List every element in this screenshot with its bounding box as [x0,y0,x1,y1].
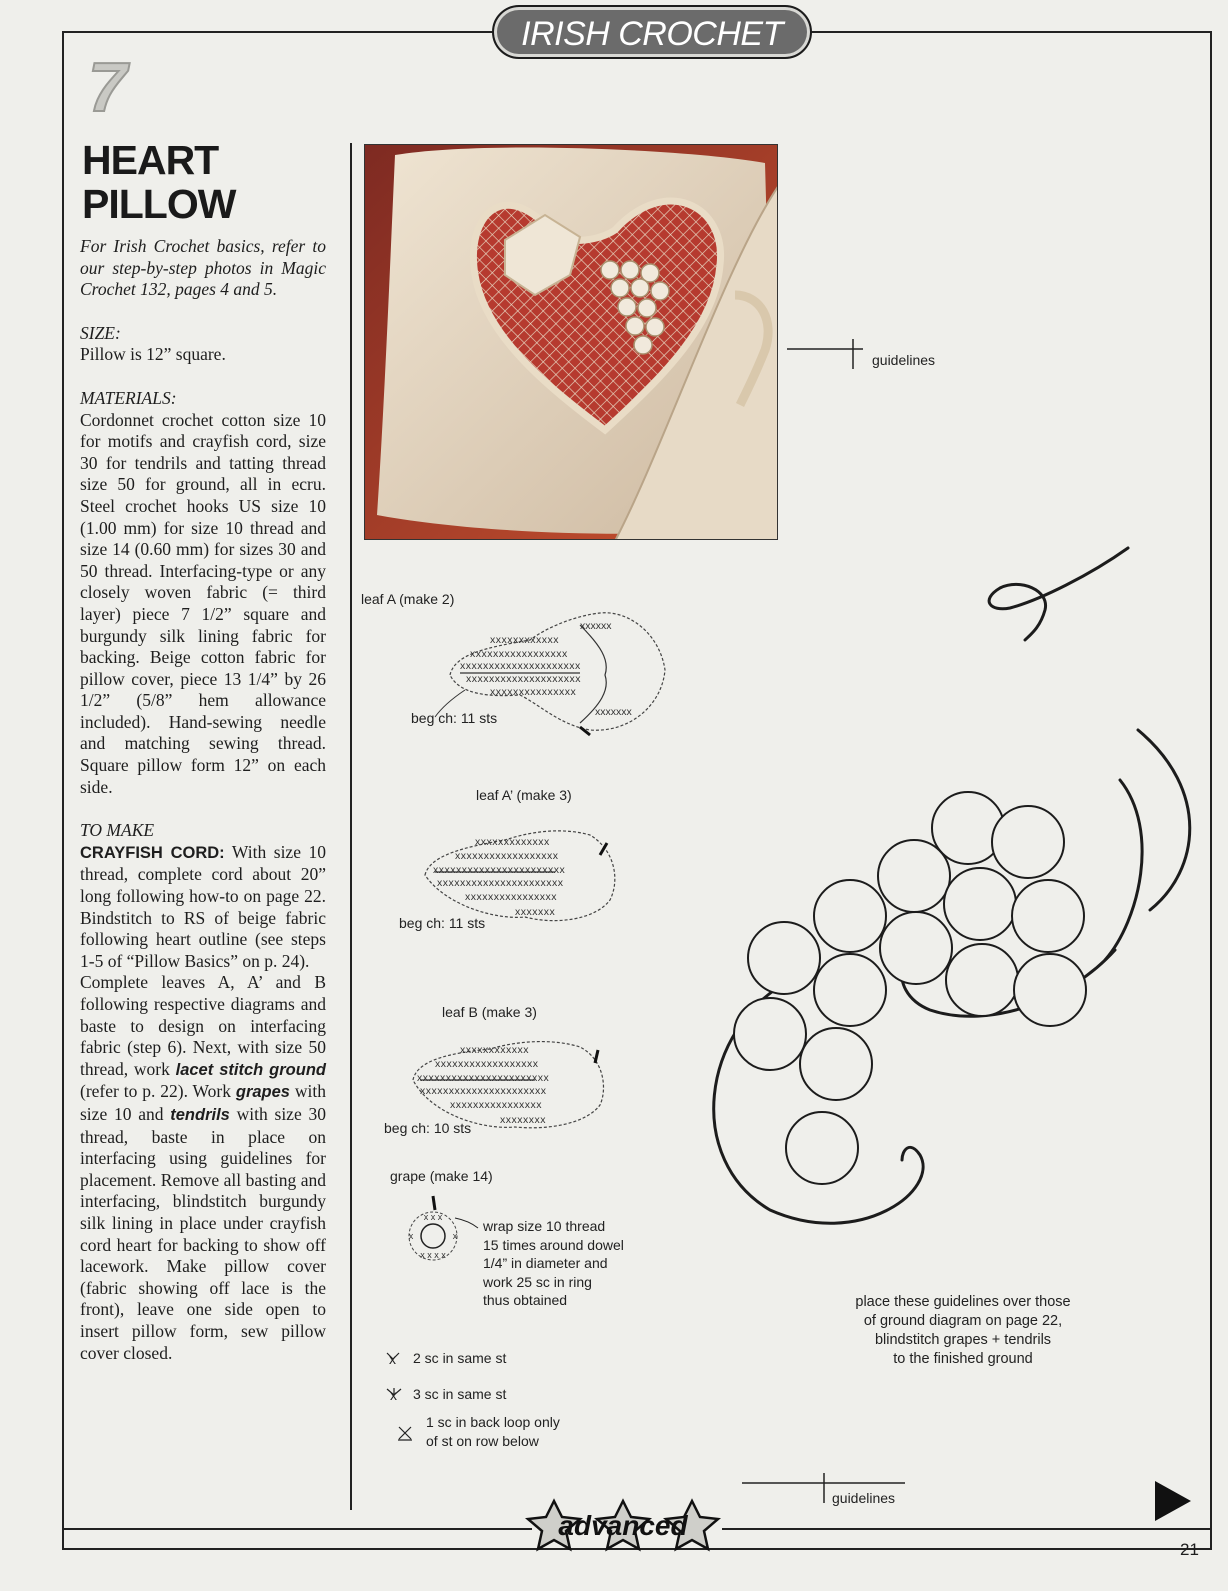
svg-text:xxxxxxxx: xxxxxxxx [500,1114,546,1126]
grape-circle-13 [800,1028,872,1100]
tendril-right-arc [1138,730,1190,910]
grape-circle-9 [814,954,886,1026]
svg-text:xxxxxxxxxxxxxxxxxxxxxx: xxxxxxxxxxxxxxxxxxxxxx [437,877,564,889]
svg-text:xxxxxxxxxxxxxxxx: xxxxxxxxxxxxxxxx [465,891,557,903]
svg-text:x: x [390,1387,397,1403]
svg-text:xxxxxxxxxxxx: xxxxxxxxxxxx [490,634,559,646]
tendrils-term: tendrils [170,1105,230,1124]
placement-note [846,1293,1080,1369]
grape-line-5: thus obtained [483,1292,568,1308]
next-page-arrow-icon[interactable] [1155,1481,1191,1521]
instructions-column [80,236,326,1364]
svg-text:xxxxxxxxxxxxxxxxxx: xxxxxxxxxxxxxxxxxx [455,850,559,862]
pattern-number: 7 [88,48,127,126]
legend-back-loop [426,1413,560,1450]
grape-diagram [393,1192,485,1277]
grape-title: grape (make 14) [390,1168,493,1184]
grape-circle-12 [734,998,806,1070]
grape-circle-7 [880,912,952,984]
page-number: 21 [1180,1540,1199,1559]
pattern-title [82,138,235,226]
grape-circle-10 [748,922,820,994]
svg-text:xxxxxxxxxxxxxxxxxx: xxxxxxxxxxxxxxxxxx [435,1058,539,1070]
svg-text:xxxxxxxxxxxx: xxxxxxxxxxxx [460,1044,529,1056]
assembly-text-2: (refer to p. 22). Work [80,1081,236,1102]
title-line-2: PILLOW [82,181,236,227]
guidelines-label-bottom: guidelines [832,1490,896,1506]
grape-circle-5 [1012,880,1084,952]
grape-circle-14 [786,1112,858,1184]
placement-line-2: of ground diagram on page 22, [863,1313,1063,1329]
svg-text:xxxxxxx: xxxxxxx [515,906,556,918]
size-heading: SIZE: [80,322,121,343]
assembly-text-3: with size 10 and [80,1081,326,1124]
leaf-a-prime-beg: beg ch: 11 sts [399,915,486,931]
legend-2sc: 2 sc in same st [413,1350,507,1366]
grape-circle-6 [814,880,886,952]
lacet-term: lacet stitch ground [175,1060,326,1079]
leaf-b-beg: beg ch: 10 sts [384,1120,472,1136]
svg-text:xxxxxx: xxxxxx [580,620,612,632]
svg-text:x: x [389,1351,396,1367]
placement-diagram [690,540,1210,1240]
grape-circle-3 [878,840,950,912]
svg-text:x x x x: x x x x [420,1250,446,1260]
assembly-paragraph [80,972,326,1364]
guidelines-mark-top [785,336,865,372]
section-header: IRISH CROCHET [492,5,812,59]
leaf-a-title: leaf A (make 2) [361,591,455,607]
svg-text:xxxxxxxxxxxxx: xxxxxxxxxxxxx [475,836,550,848]
badge-text: advanced [558,1510,688,1541]
placement-line-1: place these guidelines over those [855,1294,1071,1310]
assembly-text-1: Complete leaves A, A’ and B following respective diagrams and baste to design on interfacing fabric (step 6). Next, with size 50 thread, work [80,972,326,1079]
grape-circle-11 [1014,954,1086,1026]
leaf-a-beg: beg ch: 11 sts [411,710,498,726]
title-line-1: HEART [82,137,219,183]
grapes-term: grapes [235,1083,290,1102]
crayfish-heading: CRAYFISH CORD: [80,843,225,862]
two-sc-symbol-icon [385,1350,409,1368]
leaf-a-prime-title: leaf A’ (make 3) [476,787,572,803]
guidelines-label-top: guidelines [872,352,936,368]
svg-text:xxxxxxx: xxxxxxx [595,706,632,718]
grape-line-1: wrap size 10 thread [483,1218,606,1234]
svg-text:xxxxxxxxxxxxxxxx: xxxxxxxxxxxxxxxx [450,1099,542,1111]
svg-text:xxxxxxxxxxxxxxxxxxxxxxx: xxxxxxxxxxxxxxxxxxxxxxx [417,1072,550,1084]
svg-text:x: x [408,1231,414,1241]
footer-line-left [62,1528,532,1530]
placement-line-3: blindstitch grapes + tendrils [874,1332,1052,1348]
to-make-heading: TO MAKE [80,820,155,841]
column-divider [350,143,352,1510]
legend-back-loop-2: of st on row below [426,1432,539,1449]
back-loop-symbol-icon [396,1422,416,1442]
difficulty-badge [524,1497,722,1557]
svg-text:xxxxxxxxxxxxxxxxxxxxxxx: xxxxxxxxxxxxxxxxxxxxxxx [433,864,566,876]
materials-text: Cordonnet crochet cotton size 10 for motifs and crayfish cord, size 30 for tendrils and tatting thread size 50 for ground, all in ecru. Steel crochet hooks US size 10 (1.00 mm) for size 10 thread and size 14 (0.60 mm) for sizes 30 and 50 thread. Interfacing-type or any closely woven fabric (= third layer) piece 7 1/2” square and burgundy silk lining fabric for backing. Beige cotton fabric for pillow cover, piece 13 1/4” by 26 1/2” (5/8” hem allowance included). Hand-sewing needle and matching sewing thread. Square pillow form 12” on each side. [80,409,326,797]
assembly-text-4: with size 30 thread, baste in place on interfacing using guidelines for placement. Remove all basting and interfacing, blindstitch burgundy silk lining in place under crayfish cord heart for backing to show off lacework. Make pillow cover (fabric showing off lace is the front), leave one side open to insert pillow form, sew pillow cover closed. [80,1103,326,1363]
grape-line-4: work 25 sc in ring [483,1273,592,1290]
svg-text:xxxxxxxxxxxxxxxxxxxx: xxxxxxxxxxxxxxxxxxxx [466,673,581,685]
leaf-b-title: leaf B (make 3) [442,1004,537,1020]
svg-text:xxxxxxxxxxxxxxx: xxxxxxxxxxxxxxx [490,686,577,698]
svg-text:x x x: x x x [423,1212,443,1222]
grape-circle-8 [946,944,1018,1016]
three-sc-symbol-icon [385,1386,409,1404]
svg-text:xxxxxxxxxxxxxxxxxxxxx: xxxxxxxxxxxxxxxxxxxxx [460,660,581,672]
grape-circle-2 [992,806,1064,878]
svg-text:xxxxxxxxxxxxxxxxxxxxxx: xxxxxxxxxxxxxxxxxxxxxx [420,1085,547,1097]
footer-line-right [722,1528,1212,1530]
crayfish-paragraph [80,842,326,973]
tendril-loop-top [989,548,1128,640]
placement-line-4: to the finished ground [893,1351,1033,1367]
tendril-right-inner [1105,780,1142,960]
grape-instructions [483,1217,624,1310]
svg-text:x: x [452,1231,458,1241]
intro-text: For Irish Crochet basics, refer to our step-by-step photos in Magic Crochet 132, pages 4 and 5. [80,236,326,300]
grape-circle-4 [944,868,1016,940]
legend-3sc: 3 sc in same st [413,1386,507,1402]
materials-heading: MATERIALS: [80,387,177,408]
size-text: Pillow is 12” square. [80,344,226,365]
grape-line-3: 1/4” in diameter and [483,1255,608,1271]
legend-back-loop-1: 1 sc in back loop only [426,1414,560,1430]
svg-text:xxxxxxxxxxxxxxxxx: xxxxxxxxxxxxxxxxx [470,648,568,660]
pillow-photo [364,144,778,540]
crayfish-text: With size 10 thread, complete cord about 20” long following how-to on page 22. Bindstitch to RS of beige fabric following heart outline (see steps 1-5 of “Pillow Basics” on p. 24). [80,841,327,971]
grape-line-2: 15 times around dowel [483,1236,624,1253]
